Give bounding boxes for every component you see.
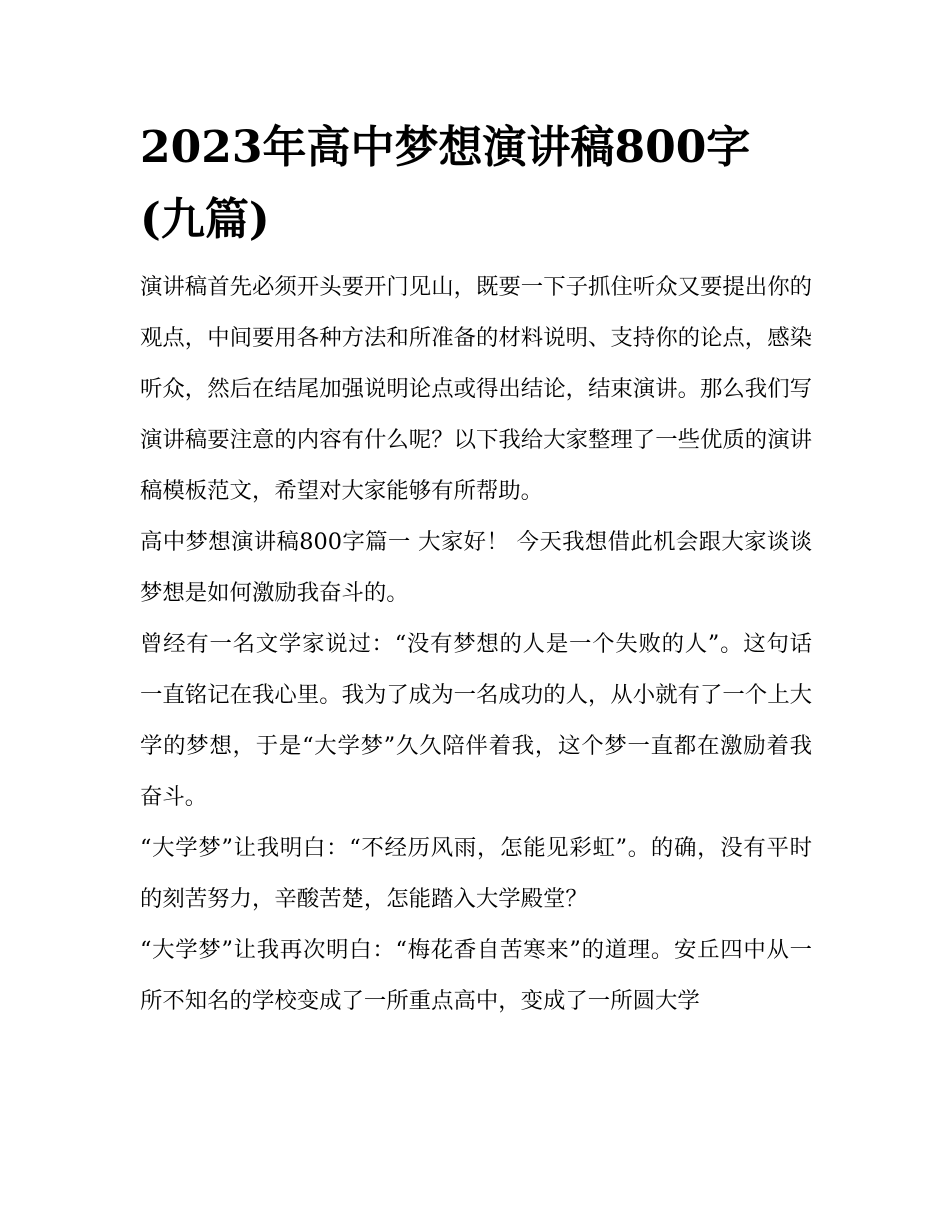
paragraph-plum-blossom: “大学梦”让我再次明白：“梅花香自苦寒来”的道理。安丘四中从一所不知名的学校变成了一所重点高中，变成了一所圆大学 (140, 937, 812, 1014)
paragraph-rainbow: “大学梦”让我明白：“不经历风雨，怎能见彩虹”。的确，没有平时的刻苦努力，辛酸苦楚，怎能踏入大学殿堂？ (140, 835, 812, 912)
paragraph-speech-opening: 高中梦想演讲稿800字篇一 大家好！ 今天我想借此机会跟大家谈谈梦想是如何激励我奋斗的。 (140, 529, 812, 606)
document-title: 2023年高中梦想演讲稿800字(九篇) (140, 122, 751, 245)
paragraph-quote: 曾经有一名文学家说过：“没有梦想的人是一个失败的人”。这句话一直铭记在我心里。我为了成为一名成功的人，从小就有了一个上大学的梦想，于是“大学梦”久久陪伴着我，这个梦一直都在激励着我奋斗。 (140, 631, 812, 810)
paragraph-intro: 演讲稿首先必须开头要开门见山，既要一下子抓住听众又要提出你的观点，中间要用各种方法和所准备的材料说明、支持你的论点，感染听众，然后在结尾加强说明论点或得出结论，结束演讲。那么我们写演讲稿要注意的内容有什么呢？以下我给大家整理了一些优质的演讲稿模板范文，希望对大家能够有所帮助。 (140, 274, 812, 504)
document-content (140, 112, 812, 1027)
